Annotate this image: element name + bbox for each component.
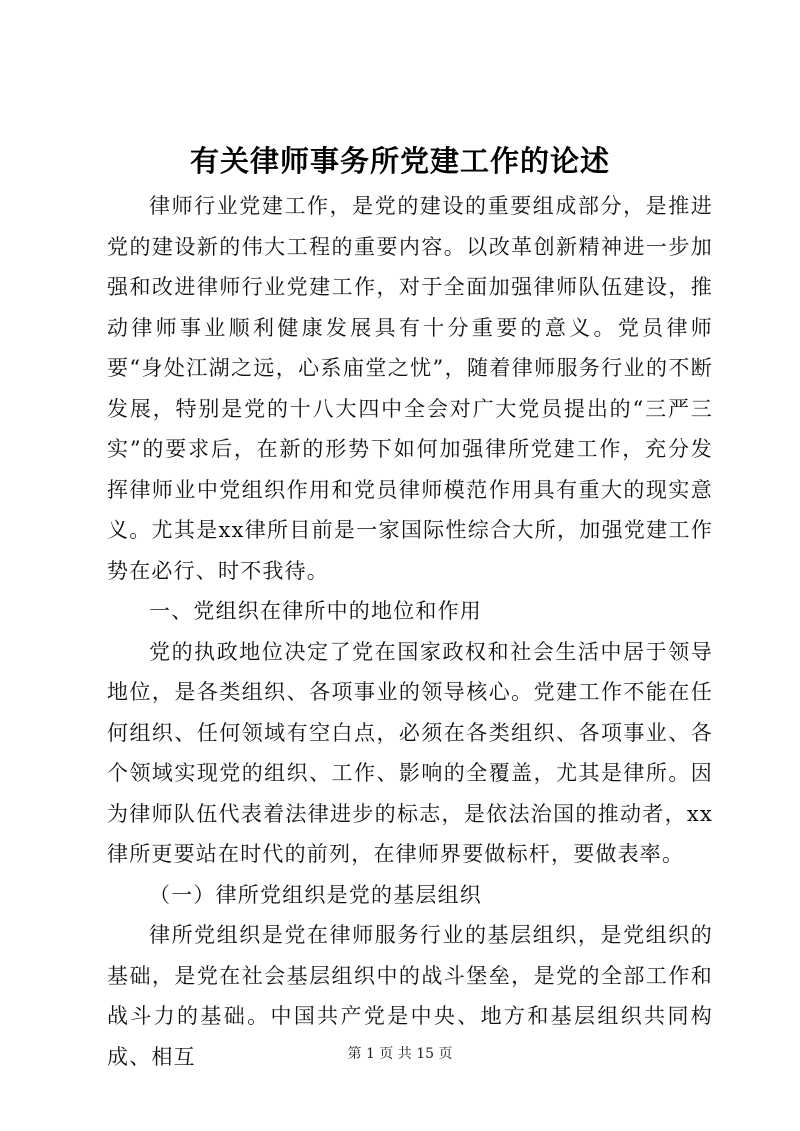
paragraph-intro: 律师行业党建工作，是党的建设的重要组成部分，是推进党的建设新的伟大工程的重要内容。以改革创新精神进一步加强和改进律师行业党建工作，对于全面加强律师队伍建设，推动律师事业顺利健康发展具有十分重要的意义。党员律师要“身处江湖之远，心系庙堂之忧”，随着律师服务行业的不断发展，特别是党的十八大四中全会对广大党员提出的“三严三实”的要求后，在新的形势下如何加强律所党建工作，充分发挥律师业中党组织作用和党员律师模范作用具有重大的现实意义。尤其是xx律所目前是一家国际性综合大所，加强党建工作势在必行、时不我待。 [107, 194, 713, 583]
subsection-heading-1: （一）律所党组织是党的基层组织 [149, 882, 482, 907]
document-title: 有关律师事务所党建工作的论述 [189, 144, 610, 178]
paragraph-subsection-1: 律所党组织是党在律师服务行业的基层组织，是党组织的基础，是党在社会基层组织中的战斗堡垒，是党的全部工作和战斗力的基础。中国共产党是中央、地方和基层组织共同构成、相互 [107, 923, 713, 1069]
section-heading-1: 一、党组织在律所中的地位和作用 [149, 599, 482, 623]
paragraph-section-1: 党的执政地位决定了党在国家政权和社会生活中居于领导地位，是各类组织、各项事业的领导核心。党建工作不能在任何组织、任何领域有空白点，必须在各类组织、各项事业、各个领域实现党的组织、工作、影响的全覆盖，尤其是律所。因为律师队伍代表着法律进步的标志，是依法治国的推动者，xx律所更要站在时代的前列，在律师界要做标杆，要做表率。 [107, 639, 713, 866]
page-number-footer: 第 1 页 共 15 页 [347, 1046, 453, 1062]
document-body [107, 186, 713, 1077]
